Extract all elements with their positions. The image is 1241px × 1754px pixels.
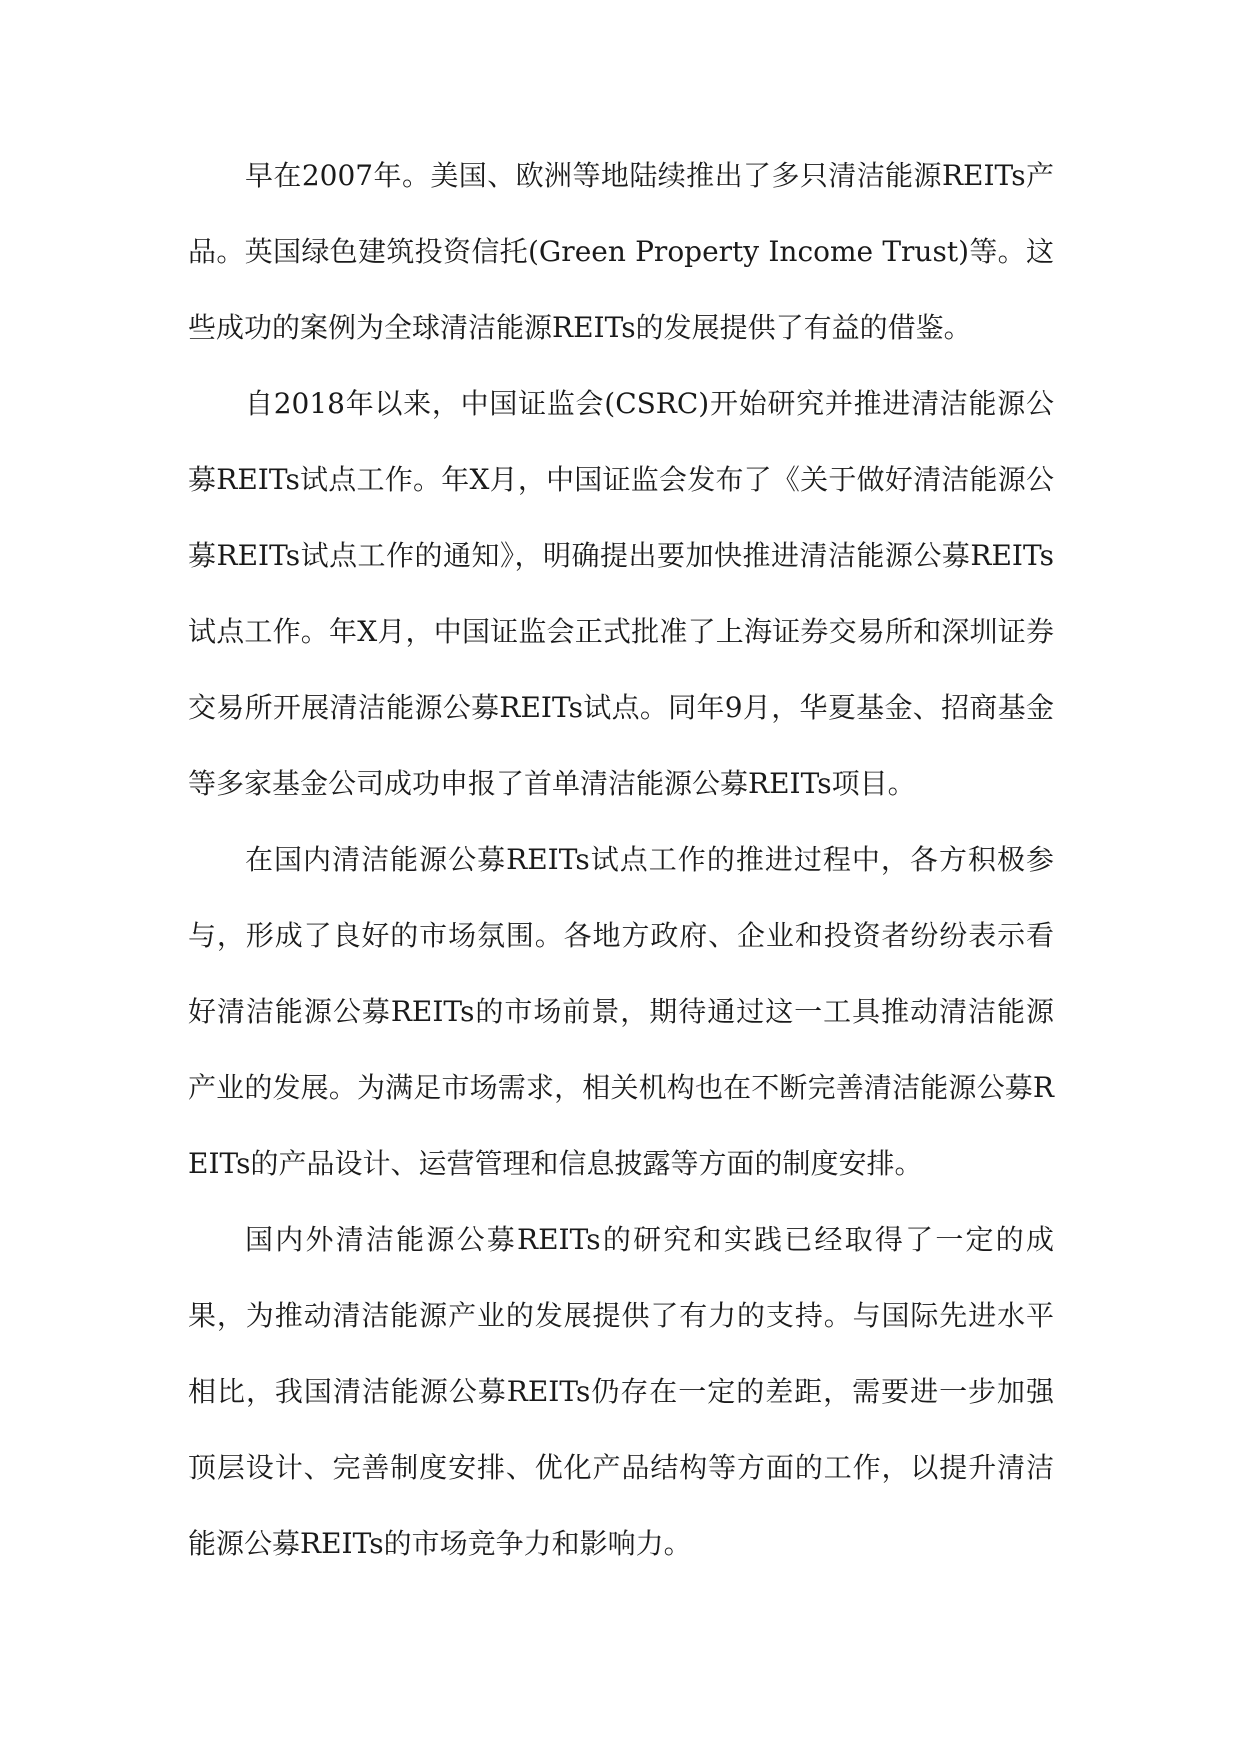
document-body: [188, 138, 1054, 1582]
paragraph-market-atmosphere: 在国内清洁能源公募REITs试点工作的推进过程中，各方积极参与，形成了良好的市场氛围。各地方政府、企业和投资者纷纷表示看好清洁能源公募REITs的市场前景，期待通过这一工具推动清洁能源产业的发展。为满足市场需求，相关机构也在不断完善清洁能源公募REITs的产品设计、运营管理和信息披露等方面的制度安排。: [188, 843, 1054, 1180]
paragraph-csrc-pilot: 自2018年以来，中国证监会(CSRC)开始研究并推进清洁能源公募REITs试点工作。年X月，中国证监会发布了《关于做好清洁能源公募REITs试点工作的通知》，明确提出要加快推进清洁能源公募REITs试点工作。年X月，中国证监会正式批准了上海证券交易所和深圳证券交易所开展清洁能源公募REITs试点。同年9月，华夏基金、招商基金等多家基金公司成功申报了首单清洁能源公募REITs项目。: [188, 387, 1054, 800]
paragraph-reits-international: 早在2007年。美国、欧洲等地陆续推出了多只清洁能源REITs产品。英国绿色建筑投资信托(Green Property Income Trust)等。这些成功的案例为全球清洁能源REITs的发展提供了有益的借鉴。: [188, 159, 1054, 344]
paragraph-achievements-gaps: 国内外清洁能源公募REITs的研究和实践已经取得了一定的成果，为推动清洁能源产业的发展提供了有力的支持。与国际先进水平相比，我国清洁能源公募REITs仍存在一定的差距，需要进一步加强顶层设计、完善制度安排、优化产品结构等方面的工作，以提升清洁能源公募REITs的市场竞争力和影响力。: [188, 1223, 1054, 1560]
